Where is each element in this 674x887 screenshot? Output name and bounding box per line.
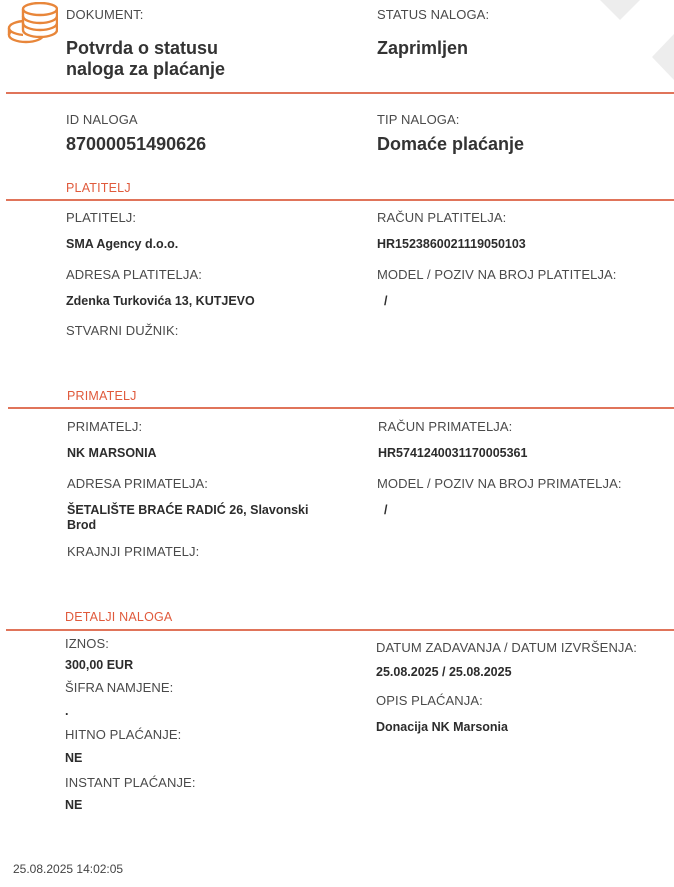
details-section-title: DETALJI NALOGA [65,610,173,624]
id-value: 87000051490626 [66,134,207,154]
recipient-address-line2: Brod [67,518,97,532]
recipient-name-label: PRIMATELJ: [67,419,143,434]
urgent-label: HITNO PLAĆANJE: [65,727,182,742]
recipient-address-line1: ŠETALIŠTE BRAĆE RADIĆ 26, Slavonski [67,503,309,517]
payer-divider [6,199,674,201]
payer-model-value: / [384,294,388,308]
status-label: STATUS NALOGA: [377,7,490,22]
footer-timestamp: 25.08.2025 14:02:05 [13,862,124,876]
recipient-address-value [67,503,309,533]
payer-name-label: PLATITELJ: [66,210,137,225]
payer-address-label: ADRESA PLATITELJA: [66,267,202,282]
amount-value: 300,00 EUR [65,658,134,672]
recipient-model-value: / [384,503,388,517]
description-value: Donacija NK Marsonia [376,720,508,734]
document-title-line2: naloga za plaćanje [66,59,226,79]
id-label: ID NALOGA [66,112,138,127]
recipient-name-value: NK MARSONIA [67,446,157,460]
dates-value: 25.08.2025 / 25.08.2025 [376,665,512,679]
coins-logo-icon [4,2,58,48]
purpose-label: ŠIFRA NAMJENE: [65,680,174,695]
payer-account-label: RAČUN PLATITELJA: [377,210,507,225]
amount-label: IZNOS: [65,636,109,651]
payer-debtor-label: STVARNI DUŽNIK: [66,323,179,338]
payer-account-value: HR1523860021119050103 [377,237,526,251]
header-divider [6,92,674,94]
urgent-value: NE [65,751,83,765]
document-label: DOKUMENT: [66,7,144,22]
description-label: OPIS PLAĆANJA: [376,693,483,708]
payer-model-label: MODEL / POZIV NA BROJ PLATITELJA: [377,267,617,282]
document-title [66,38,225,80]
recipient-section-title: PRIMATELJ [67,389,137,403]
recipient-address-label: ADRESA PRIMATELJA: [67,476,208,491]
payer-name-value: SMA Agency d.o.o. [66,237,179,251]
details-divider [6,629,674,631]
status-value: Zaprimljen [377,38,469,58]
instant-value: NE [65,798,83,812]
recipient-account-label: RAČUN PRIMATELJA: [378,419,513,434]
instant-label: INSTANT PLAĆANJE: [65,775,196,790]
recipient-final-label: KRAJNJI PRIMATELJ: [67,544,200,559]
recipient-model-label: MODEL / POZIV NA BROJ PRIMATELJA: [377,476,622,491]
purpose-value: . [65,704,69,718]
type-value: Domaće plaćanje [377,134,525,154]
payer-section-title: PLATITELJ [66,181,131,195]
recipient-divider [8,407,674,409]
recipient-account-value: HR5741240031170005361 [378,446,528,460]
type-label: TIP NALOGA: [377,112,460,127]
decorative-corner-shapes [594,0,674,90]
dates-label: DATUM ZADAVANJA / DATUM IZVRŠENJA: [376,640,638,655]
payer-address-value: Zdenka Turkovića 13, KUTJEVO [66,294,255,308]
document-title-line1: Potvrda o statusu [66,38,219,58]
